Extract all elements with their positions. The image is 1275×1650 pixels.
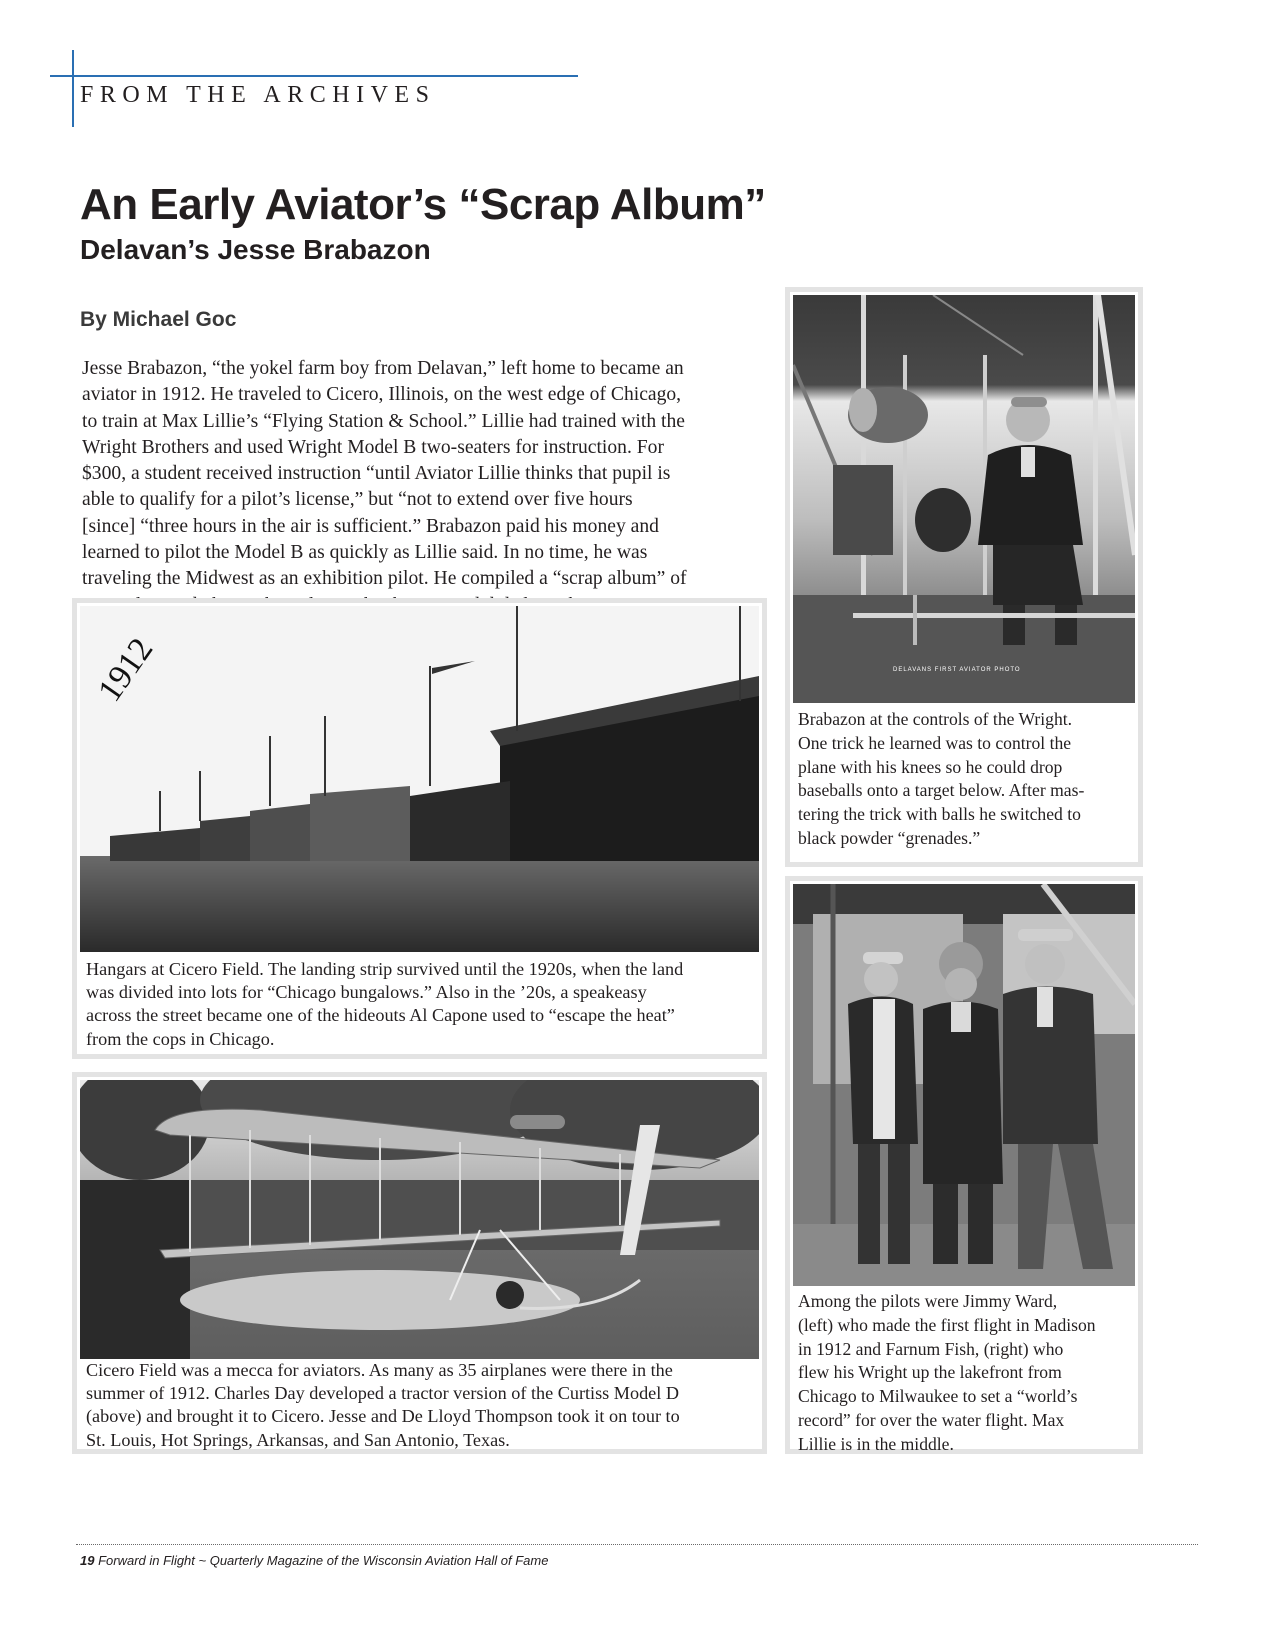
photo-handwriting: 1912 bbox=[91, 631, 161, 709]
caption-line: flew his Wright up the lakefront from bbox=[798, 1362, 1062, 1383]
byline: By Michael Goc bbox=[80, 308, 237, 331]
caption-line: Brabazon at the controls of the Wright. bbox=[798, 709, 1073, 729]
caption-curtiss-tractor bbox=[86, 1359, 756, 1452]
caption-line: Lillie is in the middle. bbox=[798, 1433, 954, 1454]
photo-inscription: DELAVANS FIRST AVIATOR PHOTO bbox=[893, 667, 1021, 673]
caption-line: tering the trick with balls he switched to bbox=[798, 804, 1081, 825]
body-line: traveling the Midwest as an exhibition pilot. He compiled a “scrap album” of bbox=[82, 568, 687, 590]
caption-line: baseballs onto a target below. After mas- bbox=[798, 780, 1085, 801]
caption-line: plane with his knees so he could drop bbox=[798, 756, 1063, 777]
footer-divider bbox=[76, 1544, 1198, 1545]
caption-line: Among the pilots were Jimmy Ward, bbox=[798, 1291, 1058, 1311]
section-label: FROM THE ARCHIVES bbox=[80, 82, 436, 108]
page-number: 19 bbox=[80, 1553, 95, 1568]
figure-pilots-trio bbox=[785, 876, 1143, 1454]
publication-name: Forward in Flight ~ Quarterly Magazine of the Wisconsin Aviation Hall of Fame bbox=[98, 1553, 549, 1568]
caption-line: One trick he learned was to control the bbox=[798, 732, 1072, 753]
body-line: aviator in 1912. He traveled to Cicero, Illinois, on the west edge of Chicago, bbox=[82, 384, 682, 406]
body-line: Wright Brothers and used Wright Model B two-seaters for instruction. For bbox=[82, 436, 664, 458]
header-rule-vertical bbox=[72, 50, 74, 127]
header-rule-horizontal bbox=[50, 75, 578, 77]
page-footer bbox=[80, 1553, 548, 1568]
caption-line: (left) who made the first flight in Madison bbox=[798, 1314, 1096, 1335]
article-title: An Early Aviator’s “Scrap Album” bbox=[80, 180, 766, 229]
body-line: Jesse Brabazon, “the yokel farm boy from Delavan,” left home to became an bbox=[82, 358, 684, 379]
caption-line: was divided into lots for “Chicago bungalows.” Also in the ’20s, a speakeasy bbox=[86, 982, 647, 1003]
article-body bbox=[82, 356, 802, 619]
caption-pilots-trio bbox=[798, 1290, 1142, 1457]
caption-line: (above) and brought it to Cicero. Jesse and De Lloyd Thompson took it on tour to bbox=[86, 1406, 680, 1427]
caption-line: black powder “grenades.” bbox=[798, 827, 981, 848]
caption-line: from the cops in Chicago. bbox=[86, 1028, 275, 1049]
caption-line: record” for over the water flight. Max bbox=[798, 1409, 1065, 1430]
body-line: $300, a student received instruction “until Aviator Lillie thinks that pupil is bbox=[82, 463, 671, 485]
article-subtitle: Delavan’s Jesse Brabazon bbox=[80, 234, 431, 265]
figure-cicero-hangars bbox=[72, 598, 767, 1059]
caption-brabazon-wright bbox=[798, 708, 1138, 851]
photo-brabazon-wright bbox=[793, 295, 1135, 703]
caption-line: in 1912 and Farnum Fish, (right) who bbox=[798, 1338, 1064, 1359]
figure-brabazon-wright bbox=[785, 287, 1143, 867]
caption-line: summer of 1912. Charles Day developed a tractor version of the Curtiss Model D bbox=[86, 1383, 679, 1404]
caption-cicero-hangars bbox=[86, 958, 756, 1051]
caption-line: across the street became one of the hideouts Al Capone used to “escape the heat” bbox=[86, 1005, 675, 1026]
figure-curtiss-tractor bbox=[72, 1072, 767, 1454]
photo-curtiss-tractor bbox=[80, 1080, 759, 1359]
photo-pilots-trio bbox=[793, 884, 1135, 1286]
body-line: able to qualify for a pilot’s license,” but “not to extend over five hours bbox=[82, 489, 633, 511]
body-line: learned to pilot the Model B as quickly as Lillie said. In no time, he was bbox=[82, 542, 648, 564]
caption-line: Cicero Field was a mecca for aviators. As many as 35 airplanes were there in the bbox=[86, 1360, 673, 1380]
body-line: [since] “three hours in the air is sufficient.” Brabazon paid his money and bbox=[82, 515, 659, 537]
body-line: to train at Max Lillie’s “Flying Station & School.” Lillie had trained with the bbox=[82, 410, 685, 432]
caption-line: Chicago to Milwaukee to set a “world’s bbox=[798, 1386, 1078, 1407]
photo-cicero-hangars bbox=[80, 606, 759, 952]
caption-line: Hangars at Cicero Field. The landing strip survived until the 1920s, when the land bbox=[86, 959, 684, 979]
caption-line: St. Louis, Hot Springs, Arkansas, and San Antonio, Texas. bbox=[86, 1429, 510, 1450]
